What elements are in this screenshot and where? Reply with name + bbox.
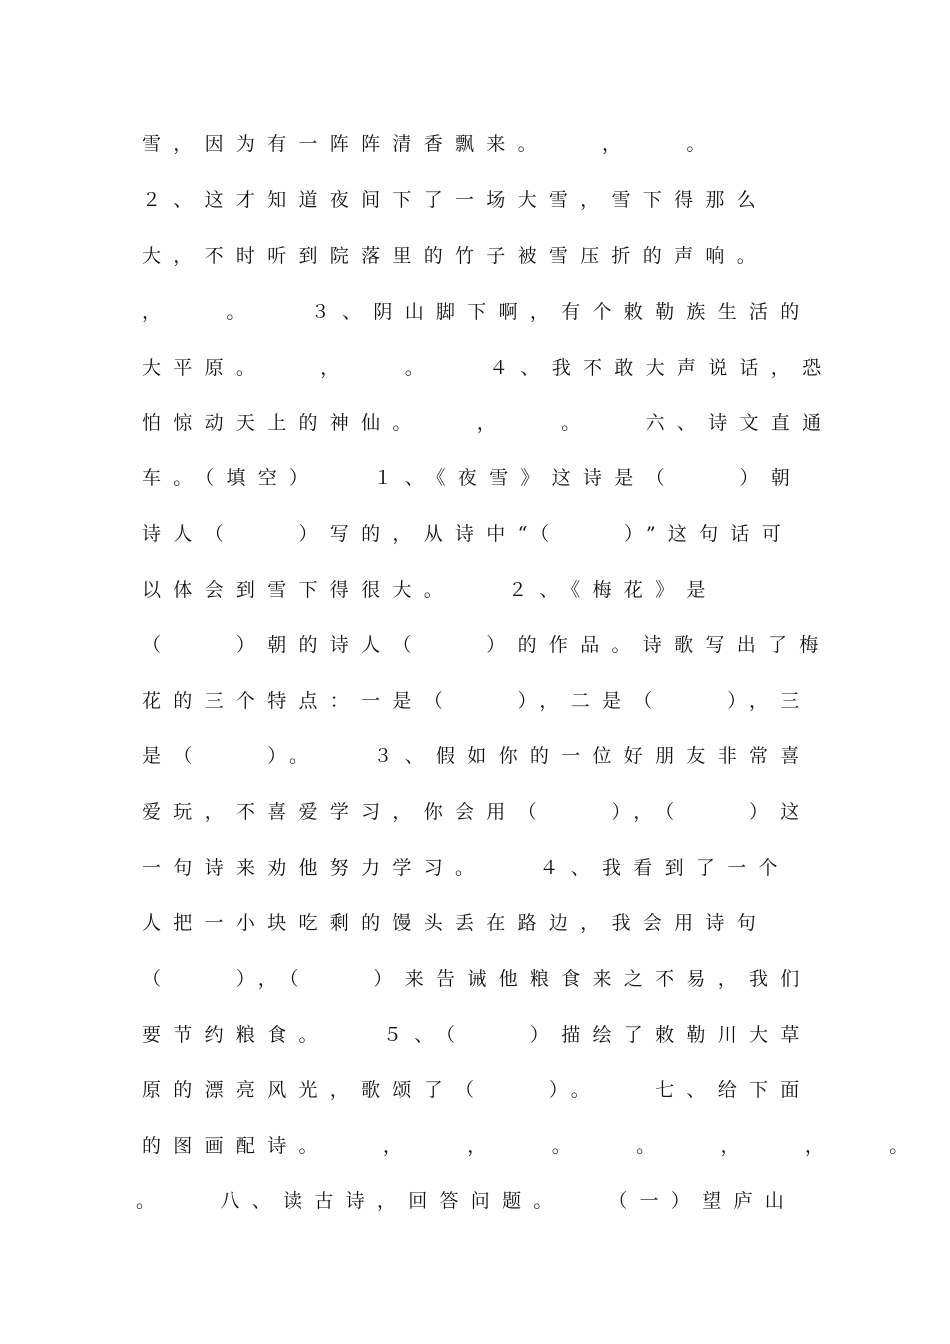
text-line: 大平原。 ， 。 ４、我不敢大声说话，恐 xyxy=(142,357,834,379)
text-line: （ ）朝的诗人（ ）的作品。诗歌写出了梅 xyxy=(142,634,831,656)
text-line: 是（ ）。 ３、假如你的一位好朋友非常喜 xyxy=(142,745,812,767)
text-line: 以体会到雪下得很大。 ２、《梅花》是 xyxy=(142,579,718,601)
text-line: 爱玩，不喜爱学习，你会用（ ），（ ）这 xyxy=(142,801,812,823)
text-line: 怕惊动天上的神仙。 ， 。 六、诗文直通 xyxy=(142,412,834,434)
text-line: 。 八、读古诗，回答问题。 （一）望庐山 xyxy=(136,1190,797,1212)
text-line: 一句诗来劝他努力学习。 ４、我看到了一个 xyxy=(142,857,790,879)
text-line: 诗人（ ）写的，从诗中“（ ）”这句话可 xyxy=(142,523,794,545)
text-line: 花的三个特点：一是（ ），二是（ ），三 xyxy=(142,690,812,712)
text-line: 大，不时听到院落里的竹子被雪压折的声响。 xyxy=(142,245,769,267)
text-line: 车。（填空） １、《夜雪》这诗是（ ）朝 xyxy=(142,467,803,489)
text-line: 原的漂亮风光，歌颂了（ ）。 七、给下面 xyxy=(142,1079,812,1101)
text-line: 要节约粮食。 ５、（ ）描绘了敕勒川大草 xyxy=(142,1024,812,1046)
text-line: ２、这才知道夜间下了一场大雪，雪下得那么 xyxy=(142,189,769,211)
text-line: ， 。 ３、阴山脚下啊，有个敕勒族生活的 xyxy=(142,301,812,323)
text-line: （ ），（ ）来告诫他粮食来之不易，我们 xyxy=(142,968,812,990)
text-line: 雪，因为有一阵阵清香飘来。 ， 。 xyxy=(142,133,718,155)
text-line: 的图画配诗。 ， ， 。 。 ， ， 。 xyxy=(142,1135,921,1157)
text-line: 人把一小块吃剩的馒头丢在路边，我会用诗句 xyxy=(142,912,769,934)
